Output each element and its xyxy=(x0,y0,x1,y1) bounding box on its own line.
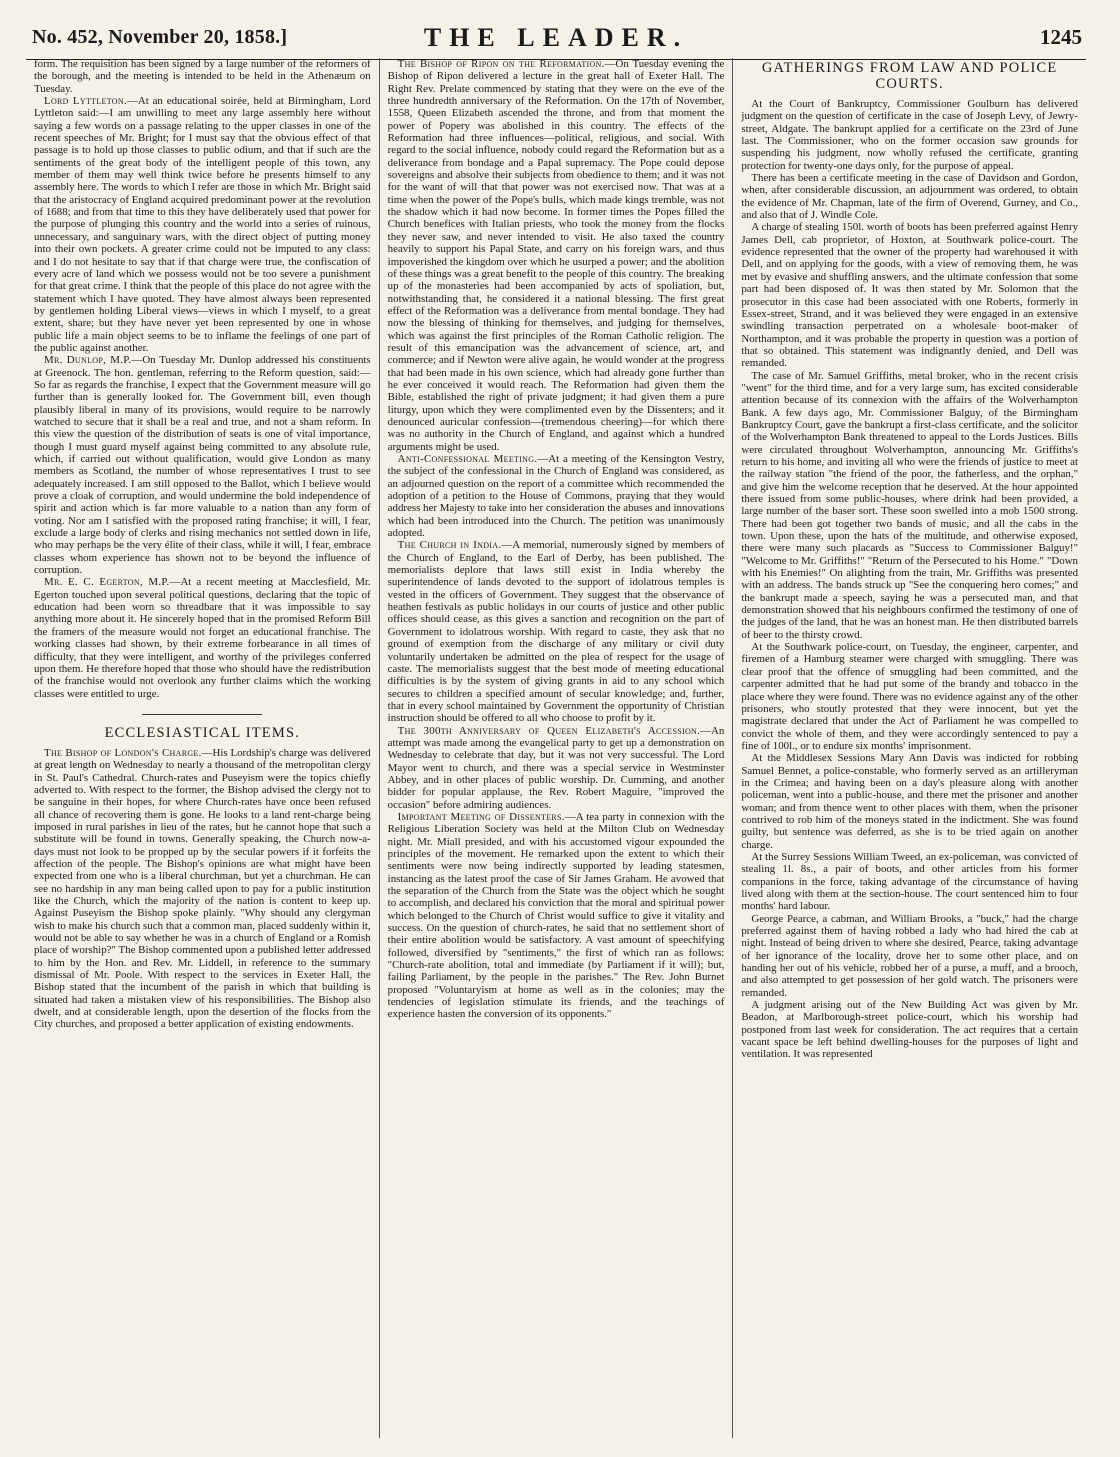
paragraph: Mr. E. C. Egerton, M.P.—At a recent meeting at Macclesfield, Mr. Egerton touched upon several political questions, declaring that the topic of education had been worn so threadbare that it was impossible to say anything more about it. He sincerely hoped that in the promised Reform Bill the framers of the measure would not forget an educational franchise. The working classes had shown, by their extreme forbearance in all times of difficulty, that they were intelligent, and worthy of the privileges conferred upon them. He therefore hoped that those who should have the redistribution of the franchise would not overlook any further claims which the working classes were entitled to urge. xyxy=(34,576,371,700)
newspaper-title: THE LEADER. xyxy=(423,23,689,52)
paragraph: At the Surrey Sessions William Tweed, an ex-policeman, was convicted of stealing 1l. 8s., a pair of boots, and other articles from his former companions in the force, taking advantage of the circumstance of having lived along with them at the section-house. The court sentenced him to four months' hard labour. xyxy=(741,850,1079,913)
page-number: 1245 xyxy=(1040,25,1082,49)
paragraph: There has been a certificate meeting in the case of Davidson and Gordon, when, after considerable discussion, an adjournment was ordered, to obtain the evidence of Mr. Chapman, late of the firm of Overend, Gurney, and Co., and also that of J. Windle Cole. xyxy=(741,172,1079,222)
section-title-ecclesiastical: ECCLESIASTICAL ITEMS. xyxy=(104,724,301,741)
paragraph: Lord Lyttleton.—At an educational soirée, held at Birmingham, Lord Lyttleton said:—I am unwilling to meet any large assembly here without saying a few words on a passage relating to the upper classes in one of the recent speeches of Mr. Bright; for I must say that the obvious effect of that passage is to hold up those classes to public odium, and that if such are the sentiments of the great body of the intelligent people of this town, any member of them may well think twice before he presents himself to any assembly here. The words to which I refer are those in which Mr. Bright said that the aristocracy of England acquired predominant power at the revolution of 1688; and from that time to this they have deliberately used that power for the purpose of plunging this country and the world into a series of ruinous, unnecessary, and sanguinary wars, with the direct object of putting money into their own pockets. A greater crime could not be imputed to any class: and I do not hesitate to say that if that charge were true, the confiscation of every acre of land which we possess would not be too severe a punishment for that great crime. I think that the people of this place do not agree with the statement which I have quoted. They have almost always been represented by gentlemen holding Liberal views—views in which I myself, to a great extent, share; but they have never yet been represented by one in whose public life a main object seems to be to inflame the feelings of one part of the public against another. xyxy=(34,95,371,354)
paragraph: A charge of stealing 150l. worth of boots has been preferred against Henry James Dell, cab proprietor, of Hoxton, at Southwark police-court. The evidence represented that the owner of the property had warehoused it with Dell, and on applying for the goods, with a view of removing them, he was met by evasive and shuffling answers, and the ultimate confession that some part had been disposed of. It was then stated by Mr. Solomon that the prosecutor in this case had been associated with one Roberts, formerly in Essex-street, Strand, and it was believed they were engaged in an extensive swindling transaction perpetrated on a wholesale boot-maker of Northampton, and it was probable the property in question was a portion of that so obtained. This statement was indignantly denied, and Dell was remanded. xyxy=(741,221,1079,370)
section-title-law-police: GATHERINGS FROM LAW AND POLICE COURTS. xyxy=(761,60,1058,92)
paragraph-lead: Mr. E. C. Egerton, M.P. xyxy=(44,576,170,589)
column-3 xyxy=(732,58,1086,1438)
column-2 xyxy=(379,58,733,1438)
paragraph-lead: Lord Lyttleton. xyxy=(44,95,127,108)
paragraph: form. The requisition has been signed by a large number of the reformers of the borough, and the meeting is intended to be held in the Athenæum on Tuesday. xyxy=(34,58,371,95)
masthead xyxy=(26,14,1086,60)
paragraph: The Bishop of London's Charge.—His Lordship's charge was delivered at great length on Wednesday to nearly a thousand of the metropolitan clergy in St. Paul's Cathedral. Church-rates and Puseyism were the topics chiefly adverted to. With respect to the former, the Bishop advised the clergy not to be sanguine in their hopes, for where Church-rates have once been refused all chance of recovering them is gone. He looks to a land rent-charge being imposed in rural parishes in lieu of the rates, but he cannot hope that such a substitute will be found in towns. Generally speaking, the Church now-a-days must not look to be propped up by the secular powers if it forfeits the affection of the people. The Bishop's opinions are what might have been expected from one who is a liberal churchman, but yet a churchman. He can see no hardship in any man being called upon to pay for a public institution like the Church, which the majority of the nation is content to keep up. Against Puseyism the Bishop spoke plainly. "Why should any clergyman wish to make his church such that a common man, placed suddenly within it, would not be able to say whether he was in a church of England or a Romish place of worship?" The Bishop commented upon a published letter addressed to him by the Hon. and Rev. Mr. Liddell, in reference to the summary dismissal of Mr. Poole. With respect to the services in Exeter Hall, the Bishop stated that the incumbent of the parish in which that building is situated had taken a mistaken view of his responsibilities. The Bishop also dwelt, and at considerable length, upon the desertion of the flocks from the City churches, and proposed a better application of existing endowments. xyxy=(34,746,371,1031)
paragraph: Mr. Dunlop, M.P.—On Tuesday Mr. Dunlop addressed his constituents at Greenock. The hon. gentleman, referring to the Reform question, said:—So far as regards the franchise, I expect that the Government measure will go further than is generally looked for. The Government bill, even though plausibly liberal in many of its provisions, would require to be narrowly watched to secure that it shall be a real and true, and not a sham reform. In this view the question of the distribution of seats is one of vital importance, though I must guard myself against being committed to any absolute rule, which, if carried out without qualification, would give London as many members as Scotland, the number of whose representatives I trust to see adequately increased. I am still opposed to the Ballot, which I believe would prove a cloak of corruption, and would undermine the bold independence of spirit and action which is far more valuable to a nation than any form of voting. Nor am I satisfied with the proposed rating franchise; it will, I fear, exclude a large body of clerks and rising mechanics not settled down in life, who may perhaps be the very élite of their class, while it will, I fear, embrace classes whom experience has shown not to be beyond the influence of corruption. xyxy=(34,354,371,577)
column-1 xyxy=(26,58,379,1438)
paragraph: The Bishop of Ripon on the Reformation.—On Tuesday evening the Bishop of Ripon delivered a lecture in the great hall of Exeter Hall. The Right Rev. Prelate commenced by stating that they were on the eve of the three hundredth anniversary of the Reformation. On the 17th of November, 1558, Queen Elizabeth ascended the throne, and from that moment the power of Popery was abolished in this country. The effects of the Reformation had three influences—political, religious, and social. With regard to the social influence, nobody could regard the Reformation but as a deliverance from bondage and a Papal supremacy. The Pope could depose sovereigns and absolve their subjects from obedience to them; and it was not for the want of will that that power was not exercised now. That was at a time when the power of the Pope's bulls, which made kings tremble, was not the shadow which it had now become. In former times the Popes filled the Church benefices with Italian priests, who took the money from the flocks they never saw, and never intended to visit. He also taxed the country heavily to support his Papal State, and carry on his foreign wars, and thus impoverished the kingdom over which he usurped a power; and the abolition of these things was a great benefit to the people of this country. The breaking up of the monasteries had been accompanied by acts of spoliation, but, notwithstanding that, he considered it a national blessing. The first great effect of the Reformation was a deliverance from mental bondage. They had now the blessing of thinking for themselves, and judging for themselves, which was against the first principles of the Roman Catholic religion. The result of this emancipation was the advancement of science, art, and commerce; and if Newton were alive again, he would wonder at the progress that had been made in his own science, which had already gone further than he ever conceived it would reach. The Reformation had given them the Bible, established the right of private judgment; it had given them a pure liturgy, upon which they were complimented even by the Dissenters; and it denounced auricular confession—(tremendous cheering)—for which there was no authority in the Church of England, and against which a hundred arguments might be used. xyxy=(387,58,725,453)
paragraph: George Pearce, a cabman, and William Brooks, a "buck," had the charge preferred against them of having robbed a lady who had hired the cab at night. Instead of being driven to where she desired, Pearce, taking advantage of her ignorance of the locality, drove her to some other place, and on handing her out of his vehicle, robbed her of a purse, a muff, and a brooch, and also attempted to get possession of her gold watch. The prisoners were remanded. xyxy=(741,912,1079,999)
paragraph: Important Meeting of Dissenters.—A tea party in connexion with the Religious Liberation Society was held at the Milton Club on Wednesday night. Mr. Miall presided, and with his accustomed vigour expounded the principles of the movement. He remarked upon the extent to which their sentiments were now being indirectly supported by leading statesmen, instancing as the latest proof the case of Sir James Graham. He avowed that the separation of the Church from the State was the object which he sought to accomplish, and declared his conviction that the moral and spiritual power which belonged to the Church of Christ would suffice to give it vitality and success. On the question of church-rates, he said that no settlement short of their entire abolition would be satisfactory. A vast amount of speechifying followed, diversified by "sentiments," the first of which ran as follows: "Church-rate abolition, total and immediate (by Parliament if it will); but, failing Parliament, by the people in the parishes." The Rev. John Burnet proposed "Voluntaryism at home as well as in the colonies; may the tendencies of legislation stimulate its friends, and the teachings of experience hasten the conversion of its opponents." xyxy=(387,810,725,1021)
issue-date: No. 452, November 20, 1858.] xyxy=(32,26,288,48)
paragraph: Anti-Confessional Meeting.—At a meeting of the Kensington Vestry, the subject of the confessional in the Church of England was considered, as an adjourned question on the report of a committee which recommended the adoption of a petition to the House of Commons, praying that they would address her Majesty to take into her consideration the abuses and innovations which had been introduced into the Church. The petition was unanimously adopted. xyxy=(387,453,725,540)
paragraph-lead: Important Meeting of Dissenters. xyxy=(397,810,565,823)
paragraph: A judgment arising out of the New Building Act was given by Mr. Beadon, at Marlborough-street police-court, which his worship had postponed from last week for consideration. The act requires that a certain vacant space be left behind dwelling-houses for the purposes of light and ventilation. It was represented xyxy=(741,999,1079,1061)
paragraph: The case of Mr. Samuel Griffiths, metal broker, who in the recent crisis "went" for the third time, and for a very large sum, has excited considerable attention because of its connexion with the affairs of the Wolverhampton Bank. A few days ago, Mr. Commissioner Balguy, of the Birmingham Bankruptcy Court, gave the bankrupt a first-class certificate, and the solicitor of the Wolverhampton Bank threatened to appeal to the Lords Justices. Bills were circulated throughout Wolverhampton, announcing Mr. Griffiths's return to his home, and inviting all who were the friends of justice to meet at the railway station "the friend of the poor, the fatherless, and the orphan," and give him the welcome reception that he deserved. At the hour appointed there issued from some public-houses, where drink had been provided, a large number of the baser sort. These soon swelled into a mob 1500 strong. There had been got together two bands of music, and all the cabs in the town. Upon these, upon the hats of the multitude, and otherwise exposed, there were many such placards as "Success to Commissioner Balguy!" "Welcome to Mr. Griffiths!" "Return of the Persecuted to his Home." "Down with his Enemies!" On alighting from the train, Mr. Griffiths was presented with an address. The bands struck up "See the conquering hero comes;" and the bankrupt made a speech, saying he was a persecuted man, and that demonstration showed that his neighbours confirmed the testimony of one of the judges of the land, that he was an honest man. He then distributed barrels of beer to the thirsty crowd. xyxy=(741,369,1079,641)
paragraph: The Church in India.—A memorial, numerously signed by members of the Church of England, to the Earl of Derby, has been published. The memorialists deplore that laws still exist in India whereby the superintendence of lands devoted to the support of idolatrous temples is vested in the officers of Government. They suggest that the observance of heathen festivals as public holidays in our courts of justice and other public offices should cease, as this gives a sanction and recognition on the part of Government to idolatrous worship. With regard to caste, they ask that no ground of exemption from the discharge of any military or civil duty voluntarily undertaken be admitted on the plea of respect for the usage of caste. The memorialists suggest that the best mode of meeting educational difficulties is by the system of giving grants in aid to any school which secures to children a specified amount of secular knowledge; and, further, that in every school maintained by Government the opportunity of Christian instruction should be offered to all who choose to profit by it. xyxy=(387,539,725,725)
paragraph-lead: The Church in India. xyxy=(397,539,502,552)
paragraph-lead: The Bishop of London's Charge. xyxy=(44,746,202,759)
paragraph-lead: Mr. Dunlop, M.P. xyxy=(44,354,132,367)
section-divider xyxy=(142,714,262,715)
paragraph-lead: The Bishop of Ripon on the Reformation. xyxy=(397,58,605,70)
paragraph: At the Middlesex Sessions Mary Ann Davis was indicted for robbing Samuel Bennet, a police-constable, who formerly served as an artilleryman in the Crimea; and having been on a day's pleasure along with another policeman, went into a public-house, and there met the prisoner and another woman; and from thence went to other places with them, when the prisoner contrived to rob him of the moneys stated in the indictment. She was found guilty, but sentence was deferred, as she is to be tried again on another charge. xyxy=(741,752,1079,851)
paragraph: The 300th Anniversary of Queen Elizabeth's Accession.—An attempt was made among the evangelical party to get up a demonstration on Wednesday to celebrate that day, but it was not very successful. The Lord Mayor went to church, and there was a special service in Westminster Abbey, and in other places of public worship. Dr. Cumming, and another bidder for popular applause, the Rev. Robert Maguire, "improved the occasion" before admiring audiences. xyxy=(387,724,725,811)
paragraph: At the Southwark police-court, on Tuesday, the engineer, carpenter, and firemen of a Hamburg steamer were charged with smuggling. There was clear proof that the offence of smuggling had been committed, and the carpenter admitted that he had put some of the brandy and tobacco in the place where they were found. There was no evidence against any of the other prisoners, who stoutly protested that they were innocent, but yet the magistrate declared that under the Act of Parliament he was compelled to convict the whole of them, and they were accordingly sentenced to pay a fine of 100l., or to endure six months' imprisonment. xyxy=(741,641,1079,752)
paragraph-lead: The 300th Anniversary of Queen Elizabeth's Accession. xyxy=(397,724,701,737)
columns xyxy=(26,58,1086,1438)
paragraph-lead: Anti-Confessional Meeting. xyxy=(397,453,538,465)
paragraph: At the Court of Bankruptcy, Commissioner Goulburn has delivered judgment on the question of certificate in the case of Joseph Levy, of Jewry-street, Aldgate. The bankrupt applied for a certificate on the 23rd of June last. The Commissioner, who on the former occasion saw grounds for suspending his judgment, now wholly refused the certificate, granting protection for twenty-one days only, for the purpose of appeal. xyxy=(741,98,1079,172)
